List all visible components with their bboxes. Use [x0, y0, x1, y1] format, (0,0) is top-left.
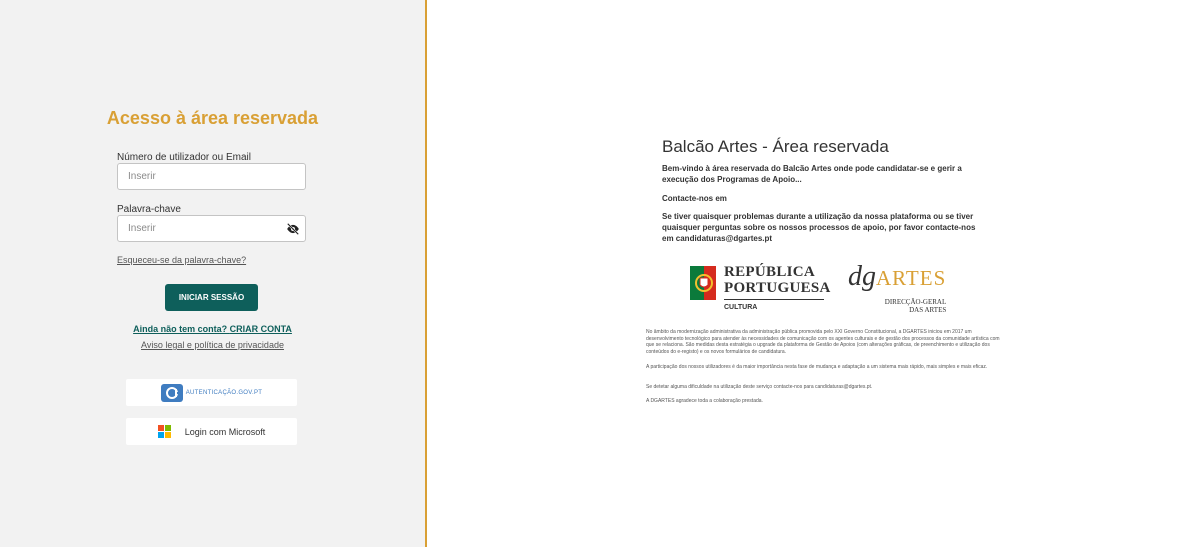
rp-line-2: PORTUGUESA [724, 280, 831, 296]
create-account-link[interactable]: CRIAR CONTA [229, 324, 292, 334]
microsoft-login-label: Login com Microsoft [184, 426, 266, 437]
username-input[interactable] [118, 164, 305, 189]
contact-heading: Contacte-nos em [662, 194, 727, 203]
forgot-password-link[interactable]: Esqueceu-se da palavra-chave? [117, 255, 247, 265]
portugal-emblem-icon [688, 264, 718, 302]
dgartes-sub-2: DAS ARTES [909, 306, 947, 314]
note-2: A participação dos nossos utilizadores é da maior importância nesta fase de mudança e adaptação a um sistema mais rápido, mais simples e mais eficaz. [646, 364, 988, 370]
autenticacao-gov-logo [161, 384, 263, 402]
privacy-link[interactable]: Aviso legal e política de privacidade [141, 340, 284, 350]
login-panel [0, 0, 425, 547]
microsoft-logo-icon [158, 425, 171, 438]
create-account-row [0, 324, 425, 334]
autenticacao-gov-icon [161, 384, 183, 402]
key-icon [161, 384, 183, 402]
dgartes-prefix: dg [848, 261, 876, 292]
rp-cultura: CULTURA [724, 304, 758, 311]
microsoft-login-button[interactable] [126, 418, 297, 445]
autenticacao-gov-label: AUTENTICAÇÃO.GOV.PT [185, 389, 263, 396]
logos-row [688, 261, 978, 324]
login-title: Acesso à área reservada [106, 108, 319, 128]
note-3: Se detetar alguma dificuldade na utilização deste serviço contacte-nos para candidaturas@dgartes.pt. [646, 384, 873, 390]
welcome-text: Bem-vindo à área reservada do Balcão Artes onde pode candidatar-se e gerir a execução dos Programas de Apoio... [662, 164, 962, 184]
rp-line-1: REPÚBLICA [724, 264, 816, 280]
dgartes-logo [848, 261, 947, 314]
dgartes-sub-1: DIRECÇÃO-GERAL [884, 298, 947, 306]
password-field-box [117, 215, 306, 242]
login-submit-button[interactable]: INICIAR SESSÃO [165, 284, 258, 311]
republica-portuguesa-logo [688, 264, 831, 311]
info-title: Balcão Artes - Área reservada [662, 137, 889, 156]
create-account-prefix[interactable]: Ainda não tem conta? [133, 324, 230, 334]
autenticacao-gov-button[interactable] [126, 379, 297, 406]
dgartes-artes: ARTES [876, 266, 947, 290]
note-4: A DGARTES agradece toda a colaboração prestada. [646, 398, 763, 404]
username-field-box [117, 163, 306, 190]
eye-slash-icon[interactable] [286, 222, 300, 236]
contact-text: Se tiver quaisquer problemas durante a utilização da nossa plataforma ou se tiver quaisquer perguntas sobre os nossos processos de apoio, por favor contacte-nos em candidaturas@dgartes.pt [662, 212, 976, 243]
username-label: Número de utilizador ou Email [117, 152, 251, 163]
password-label: Palavra-chave [117, 204, 181, 215]
password-input[interactable] [118, 216, 305, 241]
note-1: No âmbito da modernização administrativa da administração pública promovida pelo XXI Governo Constitucional, a DGARTES iniciou em 2017 um desenvolvimento tecnológico para atender às necessidades de comunicação com os agentes culturais e de gestão dos processos da comunidade artística com que se relaciona. São medidas desta estratégia o upgrade da plataforma de Gestão de Apoios (com alterações gráficas, de preenchimento e utilização dos conteúdos do e-registo) e os novos formulários de candidatura. [646, 329, 1000, 355]
